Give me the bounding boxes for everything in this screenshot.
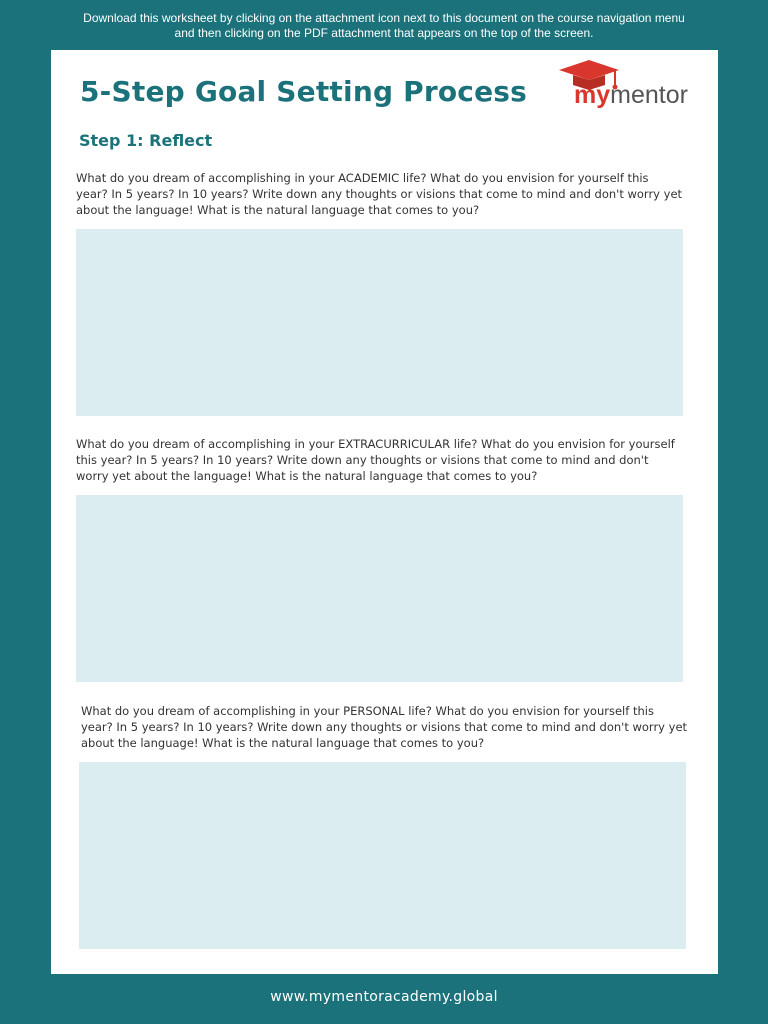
extracurricular-prompt-line-1: What do you dream of accomplishing in your EXTRACURRICULAR life? What do you envision for yourself [76,437,675,451]
mymentor-logo [557,58,712,114]
academic-answer-box[interactable] [76,229,683,416]
footer-website-url[interactable]: www.mymentoracademy.global [270,989,498,1005]
logo-wordmark [574,80,688,110]
academic-prompt-line-1: What do you dream of accomplishing in your ACADEMIC life? What do you envision for yourself this [76,171,649,185]
academic-prompt-line-2: year? In 5 years? In 10 years? Write down any thoughts or visions that come to mind and don't worry yet [76,187,683,201]
download-instructions-line-2: and then clicking on the PDF attachment that appears on the top of the screen. [174,26,594,40]
extracurricular-prompt-line-2: this year? In 5 years? In 10 years? Write down any thoughts or visions that come to mind and don't [76,453,649,467]
worksheet-page [51,50,718,974]
personal-prompt [81,703,711,751]
extracurricular-prompt [76,436,706,484]
worksheet-title: 5-Step Goal Setting Process [80,75,528,108]
step-1-heading: Step 1: Reflect [79,131,213,150]
logo-wordmark-my: my [574,81,611,109]
personal-prompt-line-3: about the language! What is the natural language that comes to you? [81,736,485,750]
academic-prompt [76,170,706,218]
academic-prompt-line-3: about the language! What is the natural language that comes to you? [76,203,480,217]
personal-answer-box[interactable] [79,762,686,949]
download-instructions-line-1: Download this worksheet by clicking on the attachment icon next to this document on the course navigation menu [83,11,685,25]
extracurricular-answer-box[interactable] [76,495,683,682]
personal-prompt-line-2: year? In 5 years? In 10 years? Write down any thoughts or visions that come to mind and don't worry yet [81,720,688,734]
logo-wordmark-mentor: mentor [610,81,688,109]
personal-prompt-line-1: What do you dream of accomplishing in your PERSONAL life? What do you envision for yourself this [81,704,654,718]
download-instructions [0,11,768,41]
extracurricular-prompt-line-3: worry yet about the language! What is the natural language that comes to you? [76,469,538,483]
